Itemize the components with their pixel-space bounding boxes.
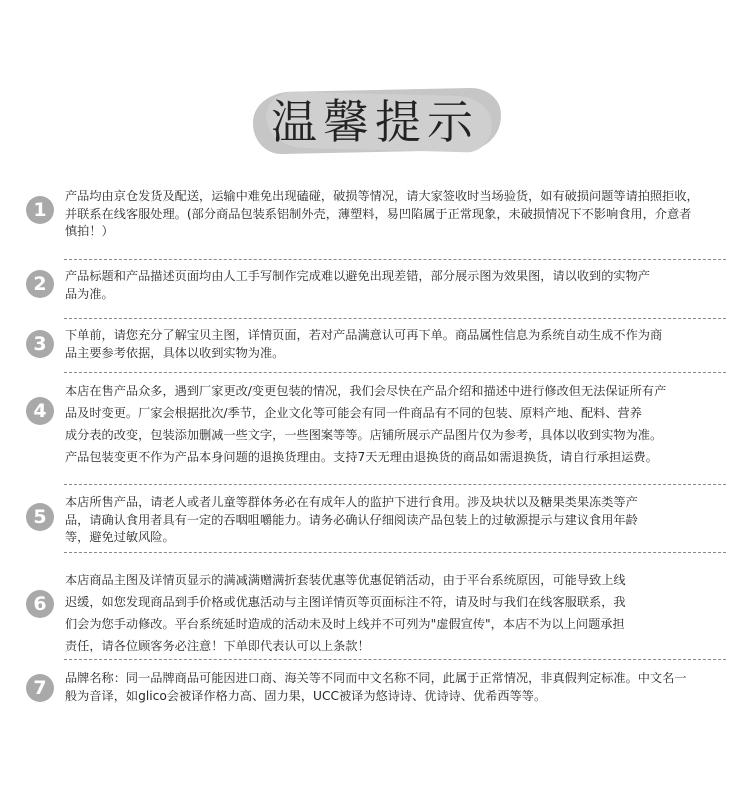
dashed-divider: [64, 318, 726, 319]
notice-line: 下单前，请您充分了解宝贝主图，详情页面，若对产品满意认可再下单。商品属性信息为系统自动生成不作为商: [65, 328, 663, 342]
title-banner: [0, 84, 750, 164]
notice-line: 等，避免过敏风险。: [65, 530, 175, 544]
notice-line: 品为准。: [65, 286, 114, 301]
notice-text-7: [65, 670, 725, 705]
notice-text-3: [65, 327, 725, 362]
notice-line: 本店在售产品众多，遇到厂家更改/变更包装的情况，我们会尽快在产品介绍和描述中进行修改但无法保证所有产: [65, 384, 667, 398]
notice-number-badge: 4: [26, 397, 54, 425]
notice-text-6: [65, 569, 725, 657]
notice-line: 责任，请各位顾客务必注意！下单即代表认可以上条款！: [65, 639, 370, 653]
notice-line: 们会为您手动修改。平台系统延时造成的活动未及时上线并不可列为"虚假宣传"，本店不为以上问题承担: [65, 617, 625, 631]
notice-line: 产品包装变更不作为产品本身问题的退换货理由。支持7天无理由退换货的商品如需退换货，请自行承担运费。: [65, 450, 658, 464]
page-title: 温馨提示: [271, 95, 479, 149]
notice-line: 慎拍！）: [65, 224, 114, 238]
dashed-divider: [64, 552, 726, 553]
notice-number-badge: 3: [26, 330, 54, 358]
notice-line: 产品标题和产品描述页面均由人工手写制作完成难以避免出现差错，部分展示图为效果图，请以收到的实物产: [65, 269, 650, 283]
dashed-divider: [64, 659, 726, 660]
notice-line: 成分表的改变，包装添加删减一些文字，一些图案等等。店铺所展示产品图片仅为参考，具体以收到实物为准。: [65, 428, 663, 442]
notice-text-4: [65, 380, 725, 468]
notice-line: 迟缓，如您发现商品到手价格或优惠活动与主图详情页等页面标注不符，请及时与我们在线客服联系，我: [65, 595, 626, 609]
notice-number-badge: 2: [26, 270, 54, 298]
notice-number-badge: 5: [26, 503, 54, 531]
notice-line: 并联系在线客服处理。(部分商品包装系铝制外壳，薄塑料，易凹陷属于正常现象，未破损情况下不影响食用，介意者: [65, 206, 692, 221]
notice-text-2: [65, 268, 725, 303]
notice-line: 本店商品主图及详情页显示的满减满赠满折套装优惠等优惠促销活动，由于平台系统原因，可能导致上线: [65, 573, 626, 587]
notice-line: 品及时变更。厂家会根据批次/季节，企业文化等可能会有同一件商品有不同的包装、原料产地、配料、营养: [65, 406, 642, 420]
notice-text-1: [65, 188, 725, 241]
dashed-divider: [64, 484, 726, 485]
dashed-divider: [64, 372, 726, 373]
notice-line: 本店所售产品，请老人或者儿童等群体务必在有成年人的监护下进行食用。涉及块状以及糖果类果冻类等产: [65, 495, 638, 509]
notice-number-badge: 6: [26, 590, 54, 618]
dashed-divider: [64, 259, 726, 260]
notice-line: 品主要参考依据，具体以收到实物为准。: [65, 345, 285, 360]
notice-number-badge: 1: [26, 196, 54, 224]
notice-line: 般为音译，如glico会被译作格力高、固力果，UCC被译为悠诗诗、优诗诗、优希西等等。: [65, 688, 547, 703]
notice-line: 产品均由京仓发货及配送，运输中难免出现磕碰，破损等情况，请大家签收时当场验货，如有破损问题等请拍照拒收，: [65, 189, 699, 203]
notice-line: 品牌名称：同一品牌商品可能因进口商、海关等不同而中文名称不同，此属于正常情况，非真假判定标准。中文名一: [65, 671, 687, 685]
notice-line: 品，请确认食用者具有一定的吞咽咀嚼能力。请务必确认仔细阅读产品包装上的过敏源提示与建议食用年龄: [65, 512, 638, 527]
notice-number-badge: 7: [26, 674, 54, 702]
notice-text-5: [65, 494, 725, 547]
